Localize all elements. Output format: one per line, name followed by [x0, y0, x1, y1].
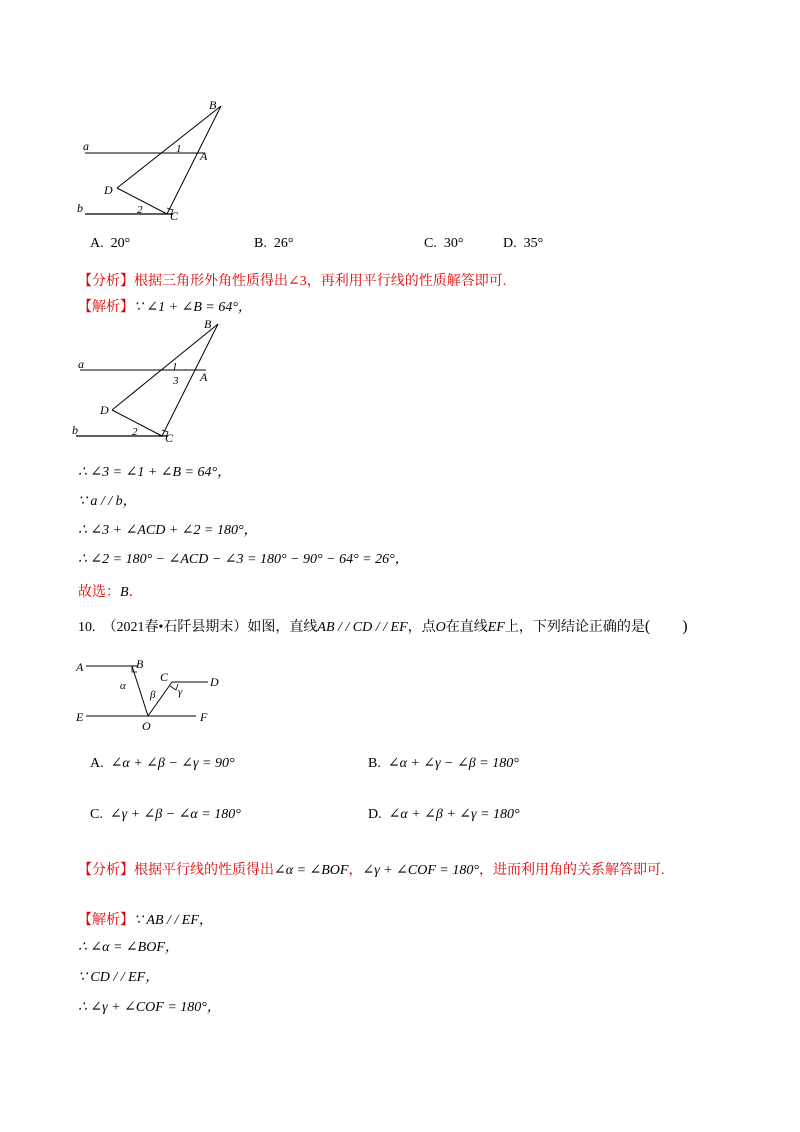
fig2-label-a: a: [78, 357, 84, 371]
figure-1: [75, 96, 235, 226]
q9-answer: 故选：B．: [78, 585, 143, 600]
fig3-label-E: E: [76, 710, 84, 724]
q9-choice-b: B. 26°: [254, 236, 294, 251]
q10-choice-d: D. ∠α + ∠β + ∠γ = 180°: [368, 807, 520, 822]
fig1-label-b: b: [77, 201, 83, 215]
fig1-label-C: C: [170, 209, 179, 223]
figure-2: [70, 318, 230, 448]
fig2-label-b: b: [72, 423, 78, 437]
q10-step-1: ∴ ∠α = ∠BOF，: [78, 940, 179, 955]
q10-stem: 10. （2021春•石阡县期末）如图，直线AB / / CD / / EF，点O在直线EF上，下列结论正确的是( ): [78, 618, 688, 635]
fig2-label-1: 1: [172, 361, 178, 373]
q10-analysis: 【分析】根据平行线的性质得出∠α = ∠BOF，∠γ + ∠COF = 180°，进而利用角的关系解答即可.: [78, 863, 665, 878]
fig2-label-A: A: [200, 370, 208, 384]
q9-choice-d: D. 35°: [503, 236, 544, 251]
q10-choice-b: B. ∠α + ∠γ − ∠β = 180°: [368, 756, 519, 771]
fig3-label-beta: β: [150, 689, 156, 701]
fig1-label-D: D: [104, 183, 113, 197]
q9-choice-a: A. 20°: [90, 236, 131, 251]
q9-step-3: ∴ ∠3 + ∠ACD + ∠2 = 180°，: [78, 523, 258, 538]
fig2-label-3: 3: [173, 375, 179, 387]
q9-choice-c: C. 30°: [424, 236, 464, 251]
fig1-label-B: B: [209, 98, 217, 112]
fig2-label-B: B: [204, 318, 212, 331]
fig3-label-D: D: [210, 675, 219, 689]
figure-3: [72, 652, 242, 742]
fig3-label-F: F: [200, 710, 208, 724]
fig2-label-2: 2: [132, 426, 138, 438]
fig3-label-O: O: [142, 719, 151, 733]
q10-choice-c: C. ∠γ + ∠β − ∠α = 180°: [90, 807, 241, 822]
fig3-label-B: B: [136, 657, 144, 671]
q10-step-2: ∵ CD / / EF，: [78, 970, 160, 985]
fig1-label-2: 2: [137, 204, 143, 216]
q9-step-2: ∵ a / / b，: [78, 494, 137, 509]
q9-step-4: ∴ ∠2 = 180° − ∠ACD − ∠3 = 180° − 90° − 64° = 26°，: [78, 552, 409, 567]
q10-step-3: ∴ ∠γ + ∠COF = 180°，: [78, 1000, 221, 1015]
fig3-label-A: A: [76, 660, 84, 674]
q9-solution: 【解析】∵ ∠1 + ∠B = 64°，: [78, 300, 252, 315]
fig1-label-a: a: [83, 139, 89, 153]
q9-step-1: ∴ ∠3 = ∠1 + ∠B = 64°，: [78, 465, 232, 480]
fig3-label-gamma: γ: [178, 686, 183, 698]
fig1-label-1: 1: [176, 143, 182, 155]
q9-analysis: 【分析】根据三角形外角性质得出∠3，再利用平行线的性质解答即可.: [78, 274, 507, 289]
q10-choice-a: A. ∠α + ∠β − ∠γ = 90°: [90, 756, 235, 771]
fig2-label-C: C: [165, 431, 174, 445]
fig1-label-A: A: [200, 149, 208, 163]
fig3-label-alpha: α: [120, 680, 126, 692]
fig3-label-C: C: [160, 670, 169, 684]
fig2-label-D: D: [100, 403, 109, 417]
q10-solution: 【解析】∵ AB / / EF，: [78, 913, 213, 928]
